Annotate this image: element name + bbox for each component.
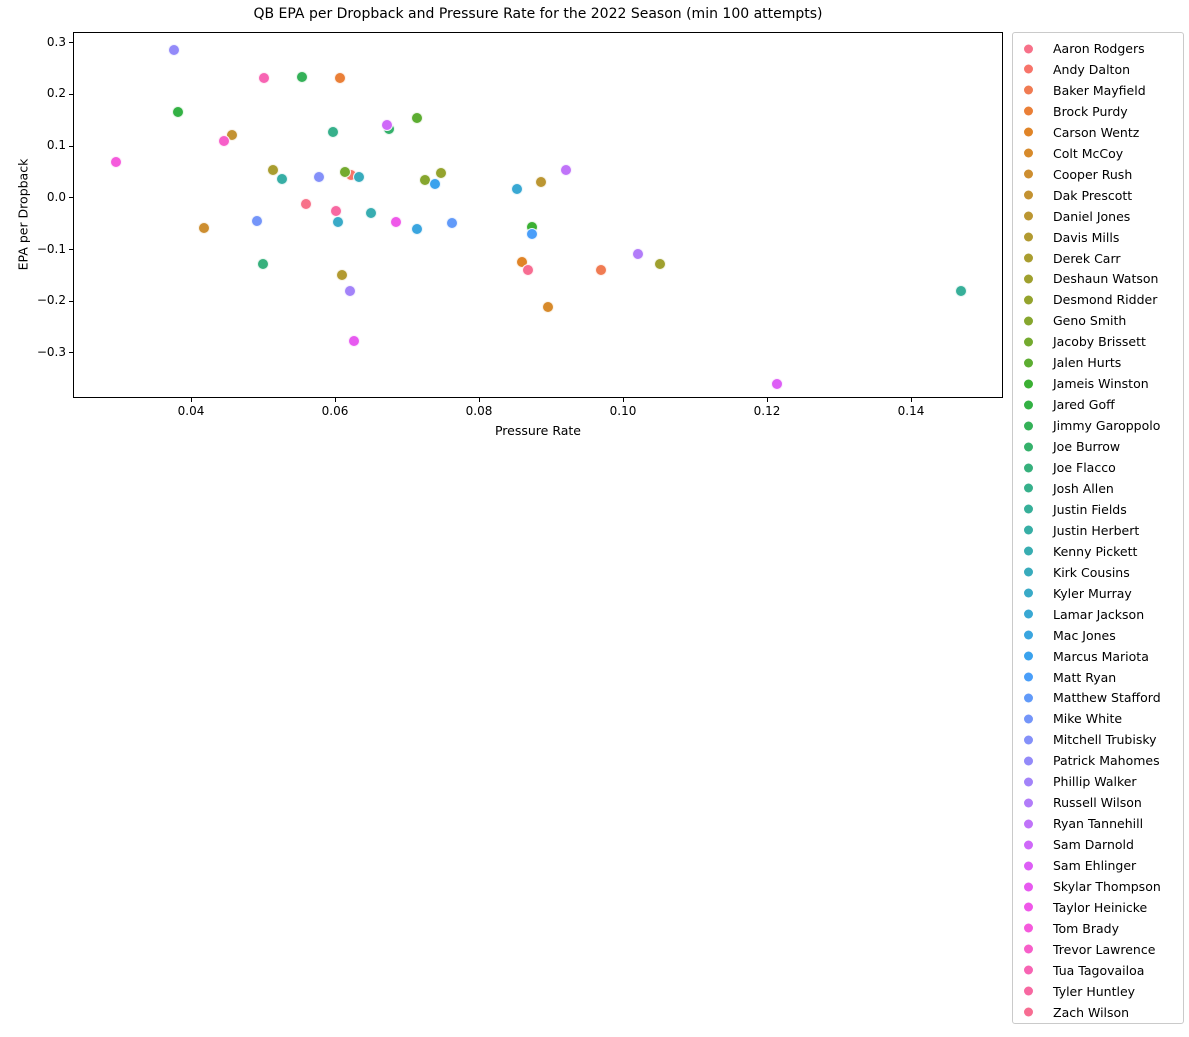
legend-label: Matthew Stafford [1053,690,1161,706]
legend-item [1013,436,1183,457]
legend-swatch-icon [1024,693,1033,702]
legend-swatch-icon [1024,840,1033,849]
legend-label: Phillip Walker [1053,774,1137,790]
legend-item [1013,604,1183,625]
legend-swatch-icon [1024,44,1033,53]
legend-item [1013,248,1183,269]
x-tick-mark [767,398,768,402]
legend-item [1013,143,1183,164]
legend-swatch-icon [1024,358,1033,367]
legend-item [1013,331,1183,352]
legend-label: Lamar Jackson [1053,606,1145,622]
legend-swatch-icon [1024,631,1033,640]
legend-label: Matt Ryan [1053,669,1117,685]
data-point [339,166,351,178]
legend-label: Kenny Pickett [1053,543,1138,559]
legend-label: Trevor Lawrence [1053,941,1156,957]
y-axis-label: EPA per Dropback [15,158,31,271]
data-point [218,135,230,147]
data-point [296,71,308,83]
data-point [955,285,967,297]
legend-label: Baker Mayfield [1053,82,1146,98]
legend-item [1013,122,1183,143]
legend-swatch-icon [1024,505,1033,514]
legend-swatch-icon [1024,400,1033,409]
legend-swatch-icon [1024,756,1033,765]
legend-swatch-icon [1024,212,1033,221]
legend-label: Taylor Heinicke [1053,899,1148,915]
legend-label: Sam Darnold [1053,837,1134,853]
data-point [535,176,547,188]
legend-label: Jacoby Brissett [1053,334,1146,350]
legend-item [1013,646,1183,667]
x-tick-label: 0.14 [897,404,925,418]
plot-area [73,32,1003,398]
data-point [344,285,356,297]
legend-swatch-icon [1024,714,1033,723]
data-point [526,228,538,240]
data-point [172,106,184,118]
legend-label: Aaron Rodgers [1053,41,1145,56]
y-tick-label: 0.0 [46,189,66,204]
legend-label: Davis Mills [1053,229,1120,245]
y-tick-mark [69,94,73,95]
legend-item [1013,394,1183,415]
legend-label: Jared Goff [1053,397,1115,413]
data-point [365,207,377,219]
data-point [257,258,269,270]
y-tick-label: 0.3 [46,34,66,49]
legend-swatch-icon [1024,735,1033,744]
legend-item [1013,373,1183,394]
data-point [348,335,360,347]
data-point [168,44,180,56]
legend-swatch-icon [1024,861,1033,870]
legend-item [1013,939,1183,960]
legend-label: Deshaun Watson [1053,271,1159,287]
legend-swatch-icon [1024,484,1033,493]
x-axis-label: Pressure Rate [494,423,581,438]
x-tick-label: 0.12 [753,404,781,418]
legend-item [1013,310,1183,331]
y-tick-label: 0.1 [46,138,66,153]
legend-item [1013,185,1183,206]
legend-swatch-icon [1024,903,1033,912]
data-point [276,173,288,185]
legend-swatch-icon [1024,526,1033,535]
legend-swatch-icon [1024,65,1033,74]
legend-swatch-icon [1024,86,1033,95]
data-point [446,217,458,229]
legend-label: Sam Ehlinger [1053,858,1137,874]
legend-swatch-icon [1024,316,1033,325]
legend-swatch-icon [1024,798,1033,807]
legend-label: Cooper Rush [1053,166,1133,182]
legend-label: Zach Wilson [1053,1004,1130,1020]
data-point [381,119,393,131]
legend-label: Marcus Mariota [1053,648,1149,664]
legend-swatch-icon [1024,673,1033,682]
legend-label: Skylar Thompson [1053,879,1161,894]
legend-item [1013,750,1183,771]
legend-item [1013,897,1183,918]
legend-swatch-icon [1024,966,1033,975]
data-point [654,258,666,270]
legend-label: Carson Wentz [1053,124,1140,140]
legend-item [1013,834,1183,855]
y-tick-mark [69,42,73,43]
data-point [330,205,342,217]
legend-item [1013,227,1183,248]
legend-swatch-icon [1024,987,1033,996]
legend-item [1013,520,1183,541]
data-point [300,198,312,210]
legend-swatch-icon [1024,295,1033,304]
legend-label: Mac Jones [1053,627,1116,643]
legend-swatch-icon [1024,819,1033,828]
legend-label: Russell Wilson [1053,795,1142,811]
legend-item [1013,206,1183,227]
legend-swatch-icon [1024,337,1033,346]
data-point [411,112,423,124]
legend-swatch-icon [1024,421,1033,430]
x-tick-label: 0.04 [177,404,205,418]
legend-item [1013,59,1183,80]
legend-label: Geno Smith [1053,313,1127,329]
legend-swatch-icon [1024,274,1033,283]
legend-swatch-icon [1024,945,1033,954]
legend-label: Desmond Ridder [1053,292,1158,308]
data-point [771,378,783,390]
legend-item [1013,813,1183,834]
legend-swatch-icon [1024,233,1033,242]
legend-swatch-icon [1024,777,1033,786]
legend-label: Daniel Jones [1053,208,1131,224]
legend-label: Tyler Huntley [1053,983,1136,999]
legend-swatch-icon [1024,128,1033,137]
data-point [353,171,365,183]
legend-swatch-icon [1024,442,1033,451]
legend-item [1013,38,1183,59]
legend-label: Kyler Murray [1053,585,1132,601]
legend-item [1013,415,1183,436]
y-tick-mark [69,146,73,147]
legend-label: Dak Prescott [1053,187,1133,203]
data-point [632,248,644,260]
x-tick-label: 0.08 [465,404,493,418]
data-point [198,222,210,234]
legend-label: Colt McCoy [1053,145,1124,161]
x-tick-label: 0.06 [321,404,349,418]
legend-item [1013,457,1183,478]
legend-item [1013,687,1183,708]
legend-label: Patrick Mahomes [1053,753,1160,769]
legend-label: Justin Herbert [1053,522,1140,538]
legend-item [1013,268,1183,289]
data-point [336,269,348,281]
legend-swatch-icon [1024,191,1033,200]
data-point [411,223,423,235]
legend-item [1013,918,1183,939]
legend-swatch-icon [1024,924,1033,933]
data-point [390,216,402,228]
y-tick-label: −0.3 [36,344,66,359]
legend-label: Brock Purdy [1053,103,1128,119]
legend-item [1013,1002,1183,1023]
legend-swatch-icon [1024,652,1033,661]
legend-item [1013,708,1183,729]
legend-item [1013,771,1183,792]
legend-item [1013,289,1183,310]
legend-swatch-icon [1024,568,1033,577]
x-tick-mark [191,398,192,402]
data-point [429,178,441,190]
legend-item [1013,562,1183,583]
legend-item [1013,876,1183,897]
legend-swatch-icon [1024,149,1033,158]
legend-label: Joe Burrow [1053,439,1121,455]
legend-item [1013,792,1183,813]
x-tick-mark [911,398,912,402]
legend-label: Ryan Tannehill [1053,816,1144,832]
legend-item [1013,101,1183,122]
legend-label: Mitchell Trubisky [1053,732,1157,748]
legend-swatch-icon [1024,170,1033,179]
data-point [332,216,344,228]
legend-label: Jimmy Garoppolo [1053,418,1161,434]
legend-swatch-icon [1024,379,1033,388]
data-point [560,164,572,176]
data-point [327,126,339,138]
legend-swatch-icon [1024,547,1033,556]
legend-item [1013,855,1183,876]
legend-item [1013,960,1183,981]
legend-item [1013,478,1183,499]
y-tick-mark [69,301,73,302]
legend-item [1013,164,1183,185]
y-tick-label: 0.2 [46,86,66,101]
x-tick-mark [479,398,480,402]
data-point [511,183,523,195]
legend-label: Joe Flacco [1053,460,1116,475]
legend-label: Jameis Winston [1053,376,1149,392]
legend-item [1013,625,1183,646]
y-tick-mark [69,249,73,250]
legend [1012,32,1184,1024]
legend-item [1013,499,1183,520]
y-tick-label: −0.1 [36,241,66,256]
legend-label: Derek Carr [1053,250,1121,266]
legend-item [1013,729,1183,750]
data-point [313,171,325,183]
legend-item [1013,80,1183,101]
y-tick-label: −0.2 [36,293,66,308]
legend-swatch-icon [1024,107,1033,116]
legend-item [1013,352,1183,373]
legend-label: Andy Dalton [1053,61,1131,77]
data-point [595,264,607,276]
x-tick-mark [335,398,336,402]
legend-item [1013,541,1183,562]
y-tick-mark [69,197,73,198]
legend-swatch-icon [1024,610,1033,619]
legend-label: Jalen Hurts [1053,355,1122,371]
legend-label: Tua Tagovailoa [1053,962,1145,978]
x-tick-label: 0.10 [609,404,637,418]
data-point [522,264,534,276]
data-point [334,72,346,84]
chart-title: QB EPA per Dropback and Pressure Rate for the 2022 Season (min 100 attempts) [253,6,823,22]
legend-swatch-icon [1024,882,1033,891]
legend-item [1013,583,1183,604]
legend-item [1013,981,1183,1002]
data-point [251,215,263,227]
legend-label: Tom Brady [1053,920,1120,936]
data-point [542,301,554,313]
data-point [258,72,270,84]
legend-swatch-icon [1024,1008,1033,1017]
legend-label: Kirk Cousins [1053,564,1130,580]
legend-label: Mike White [1053,711,1123,727]
legend-label: Josh Allen [1053,480,1114,496]
legend-swatch-icon [1024,589,1033,598]
legend-item [1013,667,1183,688]
x-tick-mark [623,398,624,402]
data-point [110,156,122,168]
y-tick-mark [69,352,73,353]
legend-label: Justin Fields [1053,501,1127,517]
legend-swatch-icon [1024,254,1033,263]
legend-swatch-icon [1024,463,1033,472]
